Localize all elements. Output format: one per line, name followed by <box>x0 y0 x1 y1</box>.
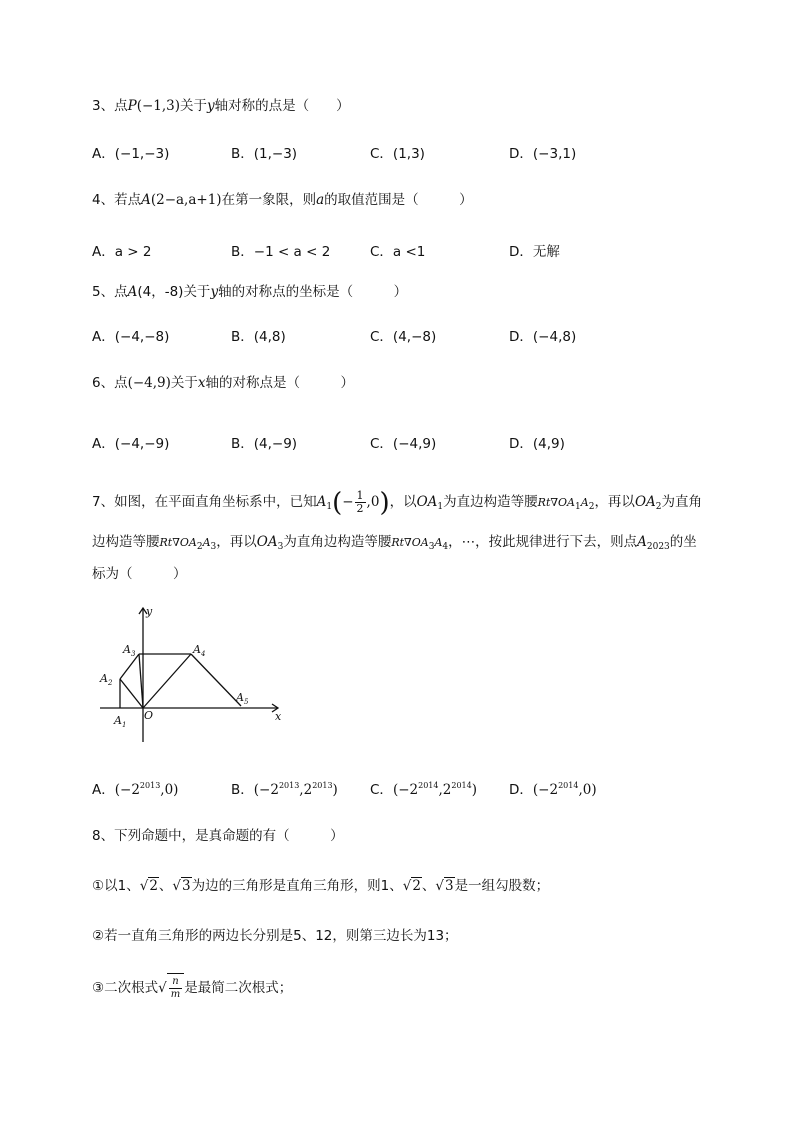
q7-rt3: A <box>434 536 443 549</box>
q7-sub: 3 <box>428 542 435 552</box>
q7-text: ，再以 <box>594 494 635 510</box>
q5-number: 5、 <box>92 284 115 300</box>
segment-a2a3 <box>120 654 139 679</box>
question-7-line-2 <box>92 532 697 557</box>
radicand: 3 <box>182 878 191 894</box>
q7-text: 标为（ ） <box>92 566 187 582</box>
opt-label: A． <box>92 782 115 798</box>
q3-option-c[interactable]: C．(1,3) <box>370 146 425 162</box>
q7-rt1: Rt∇OA <box>537 496 576 509</box>
q3-option-b[interactable]: B．(1,−3) <box>231 146 298 162</box>
question-7-line-1 <box>92 488 702 521</box>
q5-text-pre: 点 <box>114 284 128 300</box>
q7-sub: 1 <box>437 502 444 512</box>
frac-num: 1 <box>356 488 364 502</box>
opt-val: ,0) <box>160 782 179 798</box>
q8-text: 下列命题中，是真命题的有（ ） <box>114 828 344 844</box>
q3-options <box>92 142 712 162</box>
q7-point-an: A <box>637 534 647 550</box>
opt-val: ) <box>471 782 477 798</box>
q6-text-pre: 点 <box>114 375 128 391</box>
q7-options <box>92 778 712 798</box>
sqrt-3: √3 <box>172 878 191 894</box>
q6-text-post: 轴的对称点是（ ） <box>205 375 355 391</box>
a1-label: A <box>114 714 122 727</box>
q3-number: 3、 <box>92 98 115 114</box>
q7-option-a[interactable] <box>92 778 178 798</box>
a5-label: A <box>236 691 244 704</box>
q5-coords: (4，-8) <box>137 284 184 300</box>
q7-minus: − <box>342 494 354 510</box>
q7-fraction <box>355 490 366 515</box>
radicand: 2 <box>149 878 158 894</box>
sqrt-3: √3 <box>435 878 454 894</box>
q7-rt3: Rt∇OA <box>391 536 429 549</box>
question-8 <box>92 826 344 846</box>
q7-option-c[interactable] <box>370 778 477 798</box>
opt-val: ,0) <box>578 782 597 798</box>
q8-s2-text: ②若一直角三角形的两边长分别是5、12，则第三边长为13； <box>92 928 458 944</box>
q6-option-b[interactable]: B．(4,−9) <box>231 436 298 452</box>
q5-text-post: 轴的对称点的坐标是（ ） <box>218 284 408 300</box>
q7-oa2: OA <box>634 494 656 510</box>
opt-exp: 2014 <box>418 781 439 790</box>
opt-label: B． <box>231 782 254 798</box>
q7-oa1: OA <box>416 494 438 510</box>
q6-option-d[interactable]: D．(4,9) <box>509 436 565 452</box>
q7-text: ，以 <box>389 494 417 510</box>
question-6 <box>92 373 354 393</box>
sqrt-fraction: √ $\frac{n}{m}$ <box>158 980 184 996</box>
q4-coords: (2−a,a+1) <box>150 192 222 208</box>
q7-sub: 4 <box>442 542 449 552</box>
q5-point: A <box>127 284 138 300</box>
q4-text-mid: 在第一象限，则 <box>221 192 317 208</box>
segment-a4a5 <box>191 654 241 706</box>
q3-coords: (−1,3) <box>136 98 181 114</box>
opt-val: (−2 <box>392 782 419 798</box>
q8-s1-text: 、 <box>421 878 436 894</box>
q6-number: 6、 <box>92 375 115 391</box>
frac-den: m <box>170 989 181 1000</box>
q4-text-pre: 若点 <box>114 192 142 208</box>
x-label: x <box>275 710 282 723</box>
q3-text-post: 轴对称的点是（ ） <box>214 98 350 114</box>
opt-exp: 2013 <box>312 781 333 790</box>
a4-label: A <box>193 643 201 656</box>
q8-s3-text: ③二次根式 <box>92 980 159 996</box>
q3-point: P <box>127 98 137 114</box>
opt-exp: 2013 <box>278 781 300 790</box>
q8-s1-text: ①以1、 <box>92 878 140 894</box>
q5-option-a[interactable]: A．(−4,−8) <box>92 329 170 345</box>
q3-option-a[interactable]: A．(−1,−3) <box>92 146 170 162</box>
opt-exp: 2014 <box>558 781 579 790</box>
q3-text-mid: 关于 <box>180 98 208 114</box>
q8-statement-2 <box>92 926 458 946</box>
q7-sub: 3 <box>277 542 284 552</box>
q4-point: A <box>141 192 151 208</box>
q7-text: 为直边构造等腰 <box>443 494 538 510</box>
a1-sub: 1 <box>122 721 127 729</box>
frac-den: 2 <box>356 501 364 515</box>
q8-statement-3 <box>92 973 292 1002</box>
q7-rt2: Rt∇OA <box>159 536 197 549</box>
coordinate-figure <box>96 602 296 747</box>
q4-option-b[interactable]: B．−1 < a < 2 <box>231 244 331 260</box>
a4-sub: 4 <box>201 650 206 658</box>
question-5 <box>92 282 407 302</box>
frac-num: n <box>169 976 182 989</box>
q7-rt1: A <box>580 496 589 509</box>
q4-options <box>92 240 712 260</box>
opt-val: (−2 <box>253 782 279 798</box>
q8-s1-text: 是一组勾股数； <box>454 878 550 894</box>
q6-coords: (−4,9) <box>127 375 171 391</box>
q7-paren: ( <box>332 488 343 518</box>
q5-option-d[interactable]: D．(−4,8) <box>509 329 577 345</box>
q6-axis: x <box>197 375 206 391</box>
q5-options <box>92 325 712 345</box>
q8-s1-text: 、 <box>158 878 173 894</box>
q4-option-a[interactable]: A．a > 2 <box>92 244 152 260</box>
q8-statement-1 <box>92 876 549 896</box>
opt-val: ,2 <box>438 782 452 798</box>
radicand: 3 <box>445 878 454 894</box>
q7-zero: ,0 <box>366 494 380 510</box>
a3-sub: 3 <box>131 650 136 658</box>
q4-option-c[interactable]: C．a <1 <box>370 244 426 260</box>
q7-sub: 1 <box>575 502 581 512</box>
q8-number: 8、 <box>92 828 115 844</box>
q7-sub: 3 <box>210 542 217 552</box>
opt-val: ,2 <box>299 782 313 798</box>
q5-text-mid: 关于 <box>183 284 211 300</box>
q7-paren: ) <box>379 488 390 518</box>
question-3 <box>92 96 350 116</box>
sqrt-2: √2 <box>139 878 158 894</box>
q7-sub: 2 <box>655 502 662 512</box>
q6-option-c[interactable]: C．(−4,9) <box>370 436 437 452</box>
q7-sub: 2023 <box>646 542 670 552</box>
q8-s1-text: 为边的三角形是直角三角形，则1、 <box>191 878 403 894</box>
q4-number: 4、 <box>92 192 115 208</box>
q7-option-b[interactable] <box>231 778 338 798</box>
q7-text: 为直角边构造等腰 <box>283 534 392 550</box>
q7-text: ，再以 <box>216 534 257 550</box>
segment-oa2 <box>120 679 143 708</box>
q7-text: 边构造等腰 <box>92 534 160 550</box>
radicand: 2 <box>412 878 421 894</box>
opt-val: (−2 <box>532 782 559 798</box>
origin-label: O <box>144 709 154 722</box>
q7-sub: 1 <box>326 502 333 512</box>
opt-val: ) <box>332 782 338 798</box>
a3-label: A <box>123 643 131 656</box>
q7-rt2: A <box>202 536 211 549</box>
q4-text-post: 的取值范围是（ ） <box>324 192 473 208</box>
a2-label: A <box>100 672 108 685</box>
sqrt-2: √2 <box>402 878 421 894</box>
q4-var: a <box>316 192 325 208</box>
q3-text-pre: 点 <box>114 98 128 114</box>
q8-s3-text: 是最简二次根式； <box>184 980 293 996</box>
opt-exp: 2013 <box>139 781 161 790</box>
q6-text-mid: 关于 <box>170 375 198 391</box>
q5-option-b[interactable]: B．(4,8) <box>231 329 286 345</box>
q7-sub: 2 <box>196 542 203 552</box>
q7-sub: 2 <box>588 502 595 512</box>
q3-option-d[interactable]: D．(−3,1) <box>509 146 577 162</box>
y-label: y <box>146 605 153 618</box>
q4-option-d[interactable]: D．无解 <box>509 244 560 260</box>
q7-text: 的坐 <box>669 534 697 550</box>
question-7-line-3 <box>92 564 187 584</box>
q3-axis: y <box>207 98 215 114</box>
q7-point-a1: A <box>316 494 327 510</box>
q5-axis: y <box>210 284 219 300</box>
a5-sub: 5 <box>244 698 249 706</box>
opt-exp: 2014 <box>451 781 472 790</box>
q7-oa3: OA <box>256 534 278 550</box>
q5-option-c[interactable]: C．(4,−8) <box>370 329 437 345</box>
q7-option-d[interactable] <box>509 778 597 798</box>
segment-oa4 <box>143 654 191 708</box>
opt-val: (−2 <box>114 782 140 798</box>
opt-label: D． <box>509 782 533 798</box>
q7-number: 7、 <box>92 494 115 510</box>
question-4 <box>92 190 473 210</box>
q7-text: 如图，在平面直角坐标系中，已知 <box>114 494 317 510</box>
q7-text: ，⋯，按此规律进行下去，则点 <box>448 534 638 550</box>
a2-sub: 2 <box>108 679 113 687</box>
q6-options <box>92 432 712 452</box>
q7-text: 为直角 <box>661 494 702 510</box>
q6-option-a[interactable]: A．(−4,−9) <box>92 436 170 452</box>
opt-label: C． <box>370 782 393 798</box>
